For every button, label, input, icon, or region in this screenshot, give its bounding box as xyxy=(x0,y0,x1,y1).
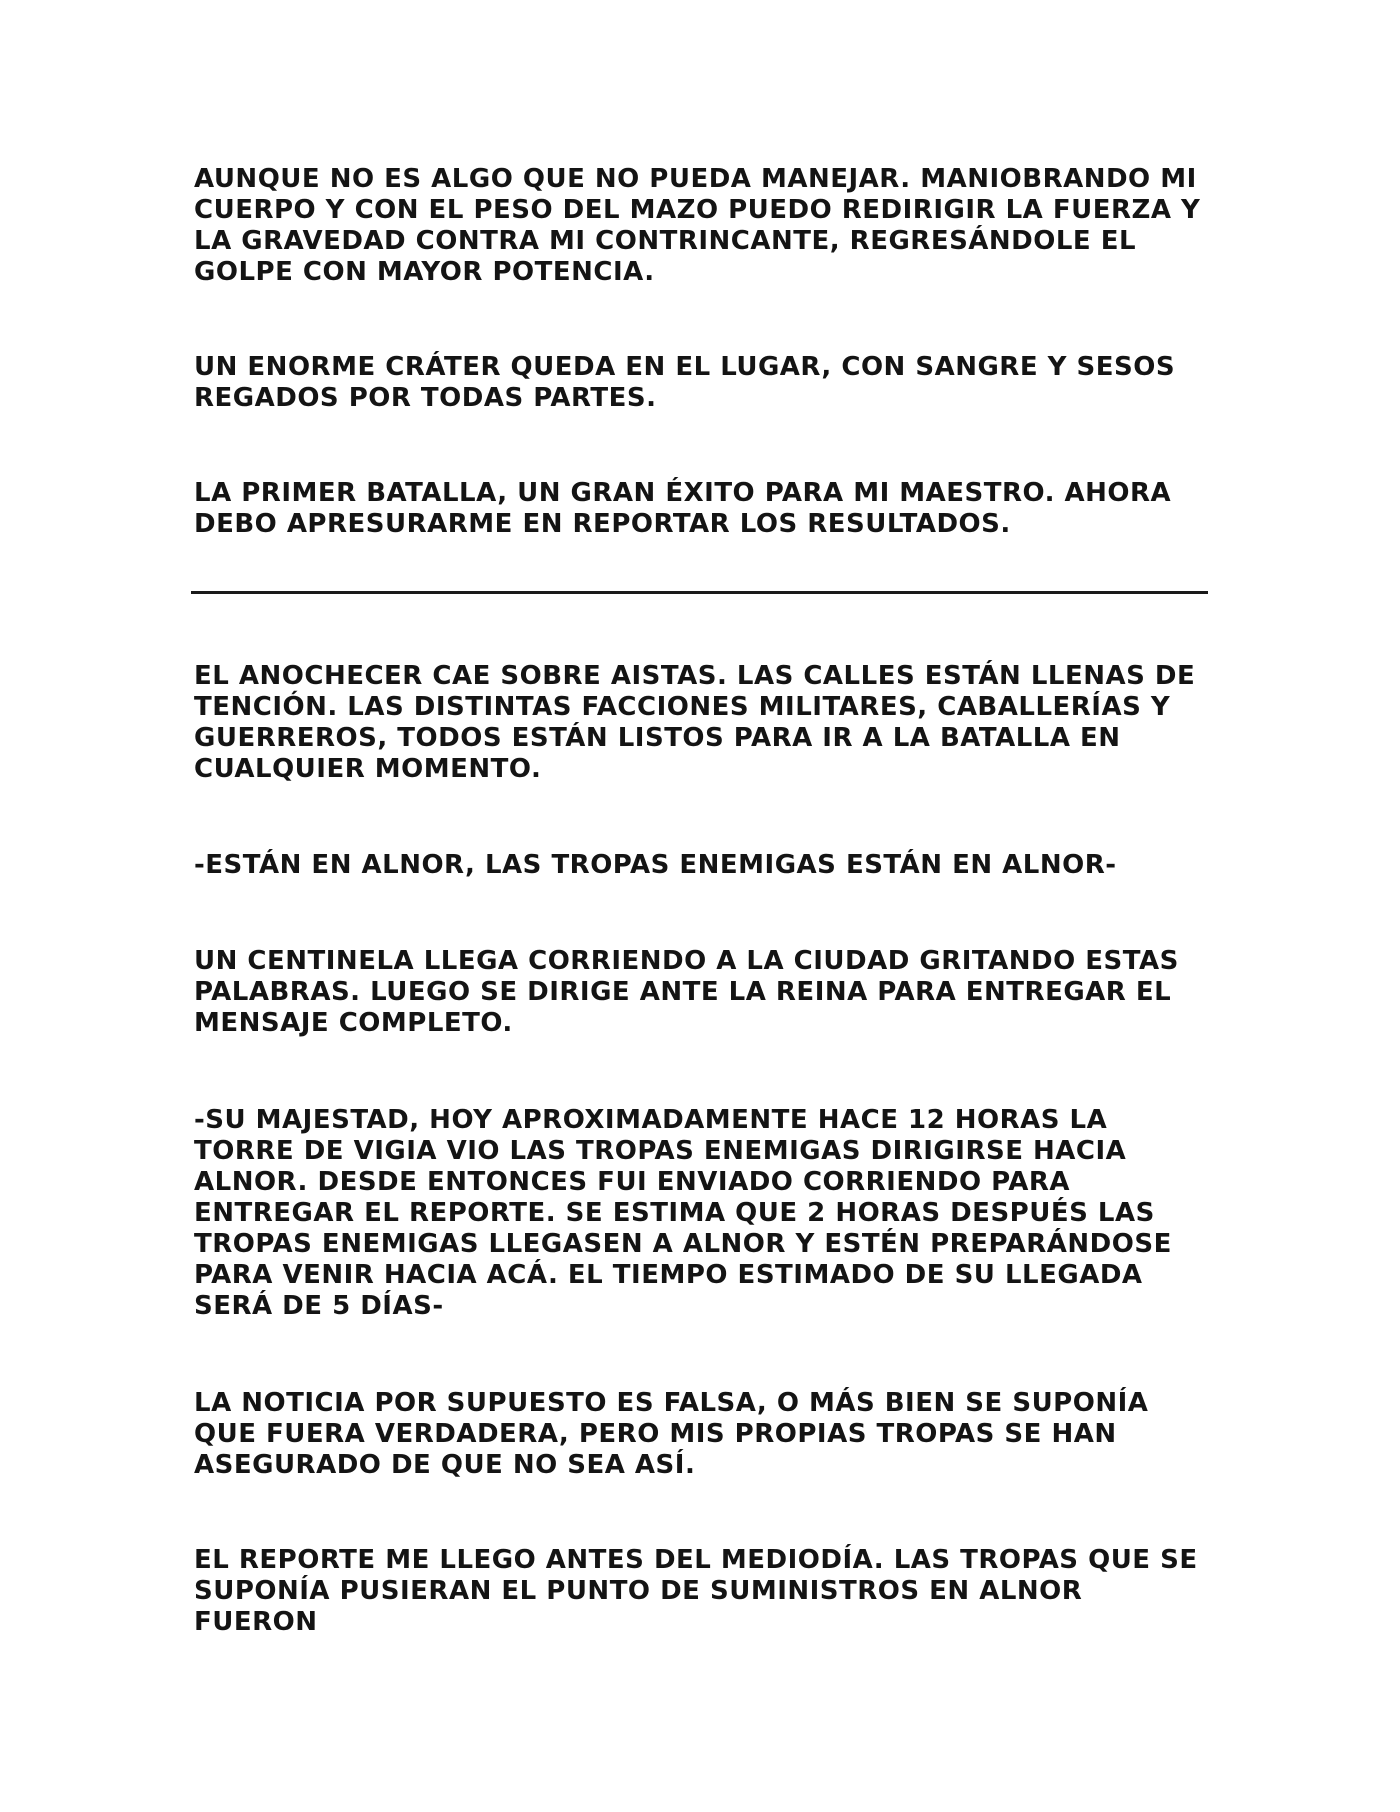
paragraph-first-battle: LA PRIMER BATALLA, UN GRAN ÉXITO PARA MI MAESTRO. AHORA DEBO APRESURARME EN REPORTAR LOS RESULTADOS. xyxy=(194,478,1172,539)
paragraph-sentinel-report: -SU MAJESTAD, HOY APROXIMADAMENTE HACE 12 HORAS LA TORRE DE VIGIA VIO LAS TROPAS ENEMIGAS DIRIGIRSE HACIA ALNOR. DESDE ENTONCES FUI ENVIADO CORRIENDO PARA ENTREGAR EL REPORTE. SE ESTIMA QUE 2 HORAS DESPUÉS LAS TROPAS ENEMIGAS LLEGASEN A ALNOR Y ESTÉN PREPARÁNDOSE PARA VENIR HACIA ACÁ. EL TIEMPO ESTIMADO DE SU LLEGADA SERÁ DE 5 DÍAS- xyxy=(194,1105,1172,1321)
paragraph-crater: UN ENORME CRÁTER QUEDA EN EL LUGAR, CON SANGRE Y SESOS REGADOS POR TODAS PARTES. xyxy=(194,352,1176,413)
paragraph-alert-shout: -ESTÁN EN ALNOR, LAS TROPAS ENEMIGAS ESTÁN EN ALNOR- xyxy=(194,850,1117,880)
paragraph-nightfall: EL ANOCHECER CAE SOBRE AISTAS. LAS CALLES ESTÁN LLENAS DE TENCIÓN. LAS DISTINTAS FACCIONES MILITARES, CABALLERÍAS Y GUERREROS, TODOS ESTÁN LISTOS PARA IR A LA BATALLA EN CUALQUIER MOMENTO. xyxy=(194,661,1196,784)
section-divider xyxy=(191,591,1208,594)
paragraph-sentinel: UN CENTINELA LLEGA CORRIENDO A LA CIUDAD GRITANDO ESTAS PALABRAS. LUEGO SE DIRIGE ANTE LA REINA PARA ENTREGAR EL MENSAJE COMPLETO. xyxy=(194,946,1179,1038)
paragraph-false-news: LA NOTICIA POR SUPUESTO ES FALSA, O MÁS BIEN SE SUPONÍA QUE FUERA VERDADERA, PERO MIS PROPIAS TROPAS SE HAN ASEGURADO DE QUE NO SEA ASÍ. xyxy=(194,1388,1149,1480)
paragraph-mallet-counter: AUNQUE NO ES ALGO QUE NO PUEDA MANEJAR. MANIOBRANDO MI CUERPO Y CON EL PESO DEL MAZO PUEDO REDIRIGIR LA FUERZA Y LA GRAVEDAD CONTRA MI CONTRINCANTE, REGRESÁNDOLE EL GOLPE CON MAYOR POTENCIA. xyxy=(194,164,1201,287)
paragraph-report-arrival: EL REPORTE ME LLEGO ANTES DEL MEDIODÍA. LAS TROPAS QUE SE SUPONÍA PUSIERAN EL PUNTO DE SUMINISTROS EN ALNOR FUERON xyxy=(194,1545,1198,1637)
